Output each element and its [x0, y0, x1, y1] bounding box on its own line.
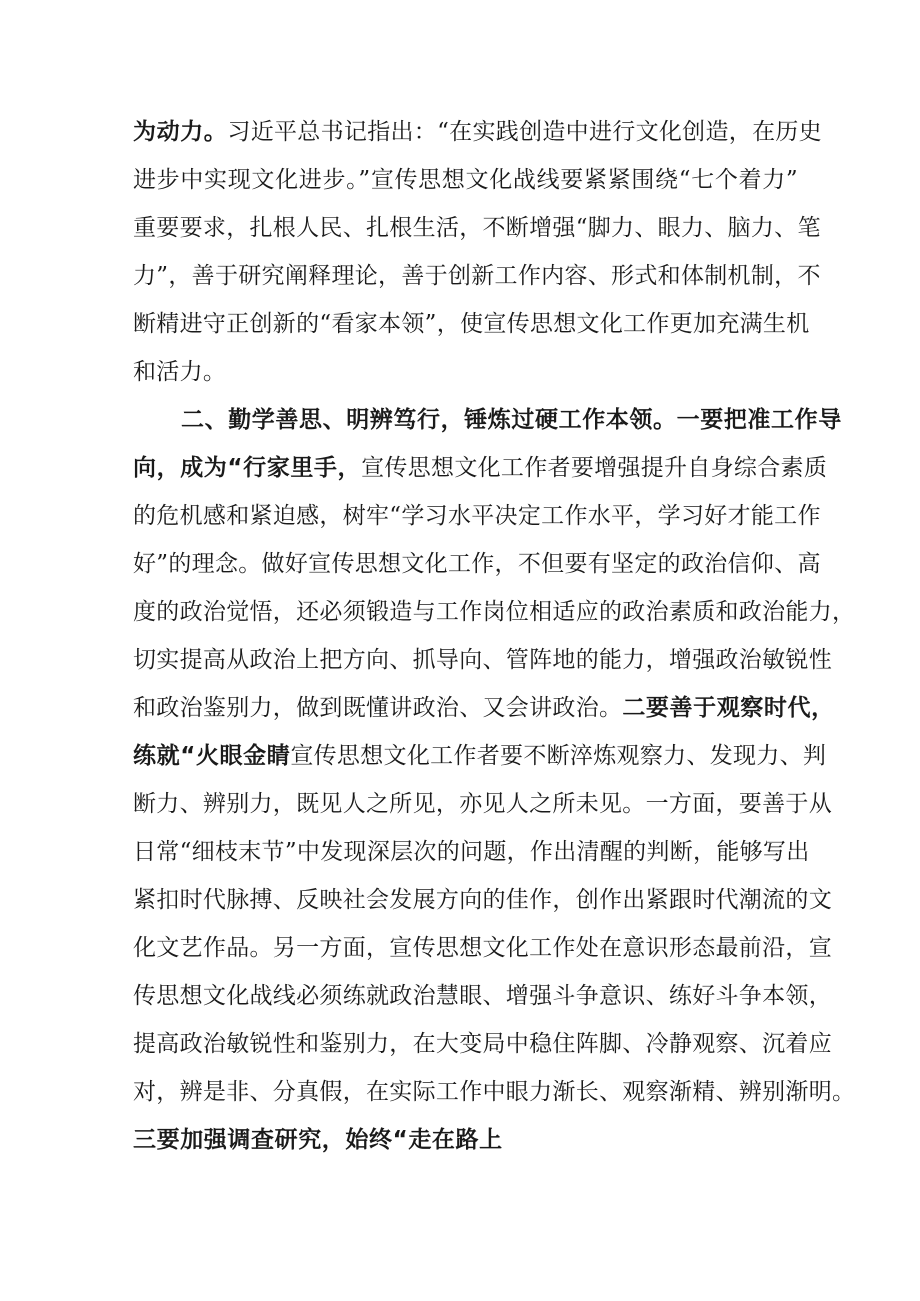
text-line — [133, 933, 832, 963]
text-segment: 习近平总书记指出：“在实践创造中进行文化创造，在历史 — [227, 119, 822, 145]
bold-phrase: 三要加强调查研究，始终“走在路上 — [133, 1127, 503, 1153]
paragraph-heading-line — [181, 405, 842, 435]
text-line — [133, 309, 810, 339]
text-line — [133, 837, 810, 867]
text-segment: 的危机感和紧迫感，树牢“学习水平决定工作水平，学习好才能工作 — [133, 503, 821, 529]
text-segment: 化文艺作品。另一方面，宣传思想文化工作处在意识形态最前沿，宣 — [133, 935, 832, 961]
text-segment: 和活力。 — [133, 359, 227, 385]
bold-phrase: 为动力。 — [133, 119, 228, 145]
text-segment: 传思想文化战线必须练就政治慧眼、增强斗争意识、练好斗争本领， — [133, 983, 832, 1009]
bold-phrase: 练就“火眼金睛 — [133, 743, 291, 769]
text-line — [133, 549, 821, 579]
text-line — [133, 1125, 503, 1155]
text-line — [133, 789, 832, 819]
section-heading: 二、勤学善思、明辨笃行，锤炼过硬工作本领。一要把准工作导 — [181, 407, 842, 433]
text-segment: 对，辨是非、分真假，在实际工作中眼力渐长、观察渐精、辨别渐明。 — [133, 1079, 856, 1105]
text-segment: 好”的理念。做好宣传思想文化工作，不但要有坚定的政治信仰、高 — [133, 551, 821, 577]
text-segment: 宣传思想文化工作者要增强提升自身综合素质 — [361, 455, 828, 481]
text-line — [133, 693, 835, 723]
text-segment: 进步中实现文化进步。”宣传思想文化战线要紧紧围绕“七个着力” — [133, 167, 798, 193]
text-segment: 切实提高从政治上把方向、抓导向、管阵地的能力，增强政治敏锐性 — [133, 647, 832, 673]
text-segment: 度的政治觉悟，还必须锻造与工作岗位相适应的政治素质和政治能力， — [133, 599, 856, 625]
text-segment: 和政治鉴别力，做到既懂讲政治、又会讲政治。 — [133, 695, 623, 721]
text-segment: 断力、辨别力，既见人之所见，亦见人之所未见。一方面，要善于从 — [133, 791, 832, 817]
text-line — [133, 981, 832, 1011]
text-segment: 重要要求，扎根人民、扎根生活，不断增强“脚力、眼力、脑力、笔 — [133, 215, 821, 241]
text-line — [133, 261, 821, 291]
text-line — [133, 453, 828, 483]
text-segment: 紧扣时代脉搏、反映社会发展方向的佳作，创作出紧跟时代潮流的文 — [133, 887, 832, 913]
text-line — [133, 117, 822, 147]
text-line — [133, 597, 856, 627]
text-line — [133, 885, 832, 915]
bold-phrase: 二要善于观察时代， — [622, 695, 835, 721]
text-line — [133, 645, 832, 675]
text-segment: 断精进守正创新的“看家本领”，使宣传思想文化工作更加充满生机 — [133, 311, 810, 337]
text-segment: 提高政治敏锐性和鉴别力，在大变局中稳住阵脚、冷静观察、沉着应 — [133, 1031, 832, 1057]
text-line — [133, 165, 798, 195]
text-line — [133, 213, 821, 243]
text-line — [133, 357, 226, 387]
text-segment: 力”，善于研究阐释理论，善于创新工作内容、形式和体制机制，不 — [133, 263, 821, 289]
text-segment: 日常“细枝末节”中发现深层次的问题，作出清醒的判断，能够写出 — [133, 839, 810, 865]
text-line — [133, 741, 827, 771]
bold-phrase: 向，成为“行家里手， — [133, 455, 362, 481]
text-segment: 宣传思想文化工作者要不断淬炼观察力、发现力、判 — [290, 743, 827, 769]
text-line — [133, 1077, 856, 1107]
text-line — [133, 501, 821, 531]
text-line — [133, 1029, 832, 1059]
